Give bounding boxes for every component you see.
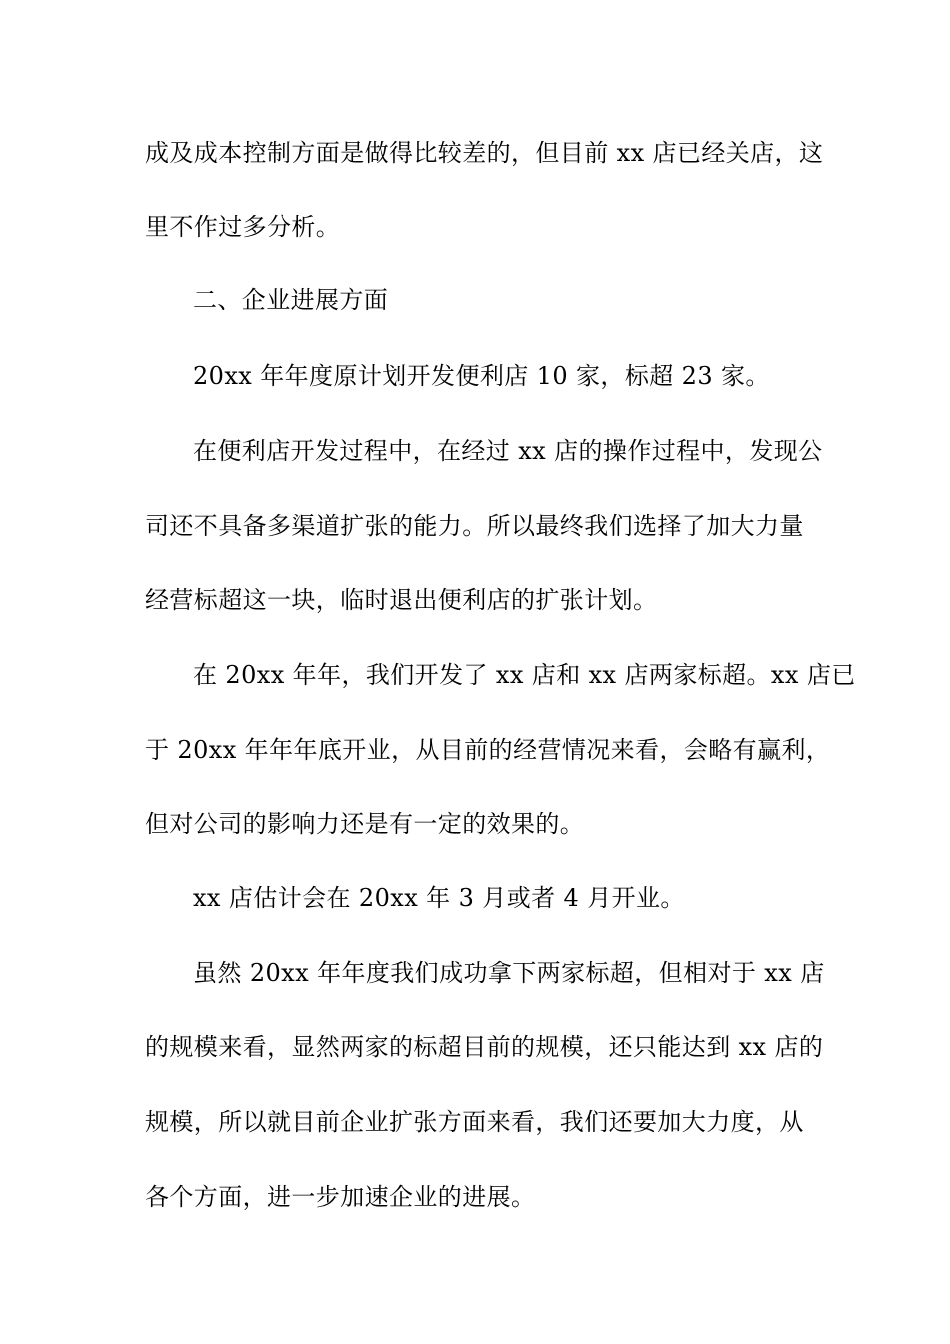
paragraph-line: 在 20xx 年年，我们开发了 xx 店和 xx 店两家标超。xx 店已 [193, 661, 856, 689]
paragraph-line: 20xx 年年度原计划开发便利店 10 家，标超 23 家。 [193, 362, 770, 390]
text-line: 成及成本控制方面是做得比较差的，但目前 xx 店已经关店，这 [145, 139, 824, 167]
text-line: 于 20xx 年年年底开业，从目前的经营情况来看，会略有赢利， [145, 736, 831, 764]
text-line: 各个方面，进一步加速企业的进展。 [145, 1183, 536, 1211]
paragraph-line: 在便利店开发过程中，在经过 xx 店的操作过程中，发现公 [193, 437, 823, 465]
text-line: 规模，所以就目前企业扩张方面来看，我们还要加大力度，从 [145, 1108, 804, 1136]
text-line: 里不作过多分析。 [145, 213, 341, 241]
paragraph-line: xx 店估计会在 20xx 年 3 月或者 4 月开业。 [193, 884, 685, 912]
text-line: 司还不具备多渠道扩张的能力。所以最终我们选择了加大力量 [145, 512, 804, 540]
text-line: 经营标超这一块，临时退出便利店的扩张计划。 [145, 586, 658, 614]
text-line: 的规模来看，显然两家的标超目前的规模，还只能达到 xx 店的 [145, 1033, 824, 1061]
text-line: 但对公司的影响力还是有一定的效果的。 [145, 810, 585, 838]
section-heading: 二、企业进展方面 [193, 286, 389, 314]
paragraph-line: 虽然 20xx 年年度我们成功拿下两家标超，但相对于 xx 店 [193, 959, 825, 987]
